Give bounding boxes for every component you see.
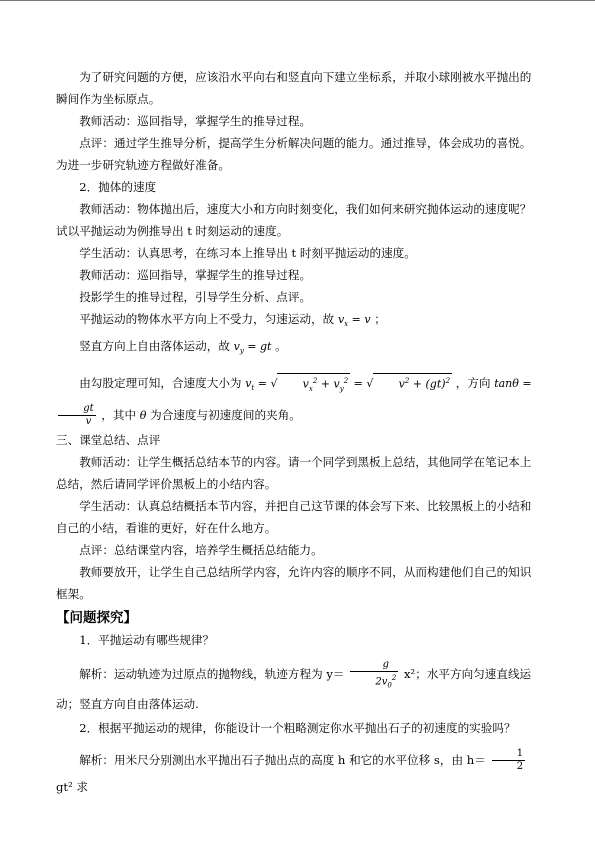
text: ，其中 bbox=[101, 407, 137, 422]
paragraph: 学生活动：认真思考，在练习本上推导出 t 时刻平抛运动的速度。 bbox=[79, 246, 416, 260]
problem-heading: 【问题探究】 bbox=[56, 609, 137, 626]
paragraph: 投影学生的推导过程，引导学生分析、点评。 bbox=[79, 290, 312, 304]
text: ； bbox=[374, 312, 386, 326]
paragraph: 教师活动：巡回指导，掌握学生的推导过程。 bbox=[79, 114, 312, 128]
text: 为合速度与初速度间的夹角。 bbox=[150, 407, 301, 422]
paragraph: 教师活动：物体抛出后，速度大小和方向时刻变化，我们如何来研究抛体运动的速度呢？试以平抛运动为例推导出 t 时刻运动的速度。 bbox=[56, 202, 532, 238]
paragraph bbox=[56, 335, 542, 362]
text: 由勾股定理可知，合速度大小为 bbox=[79, 376, 242, 391]
paragraph: 点评：总结课堂内容，培养学生概括总结能力。 bbox=[79, 542, 323, 557]
paragraph: 学生活动：认真总结概括本节内容，并把自己这节课的体会写下来、比较黑板上的小结和自己的小结，看谁的更好，好在什么地方。 bbox=[56, 498, 532, 535]
text: gt² 求 bbox=[56, 779, 89, 794]
paragraph: 点评：通过学生推导分析，提高学生分析解决问题的能力。通过推导，体会成功的喜悦。为进一步研究轨迹方程做好准备。 bbox=[56, 136, 532, 172]
paragraph bbox=[56, 370, 542, 428]
text: ，方向 bbox=[455, 376, 491, 391]
formula-half: $\frac{1}{2}$ bbox=[490, 754, 528, 767]
paragraph: 教师活动：让学生概括总结本节的内容。请一个同学到黑板上总结，其他同学在笔记本上总结，然后请同学评价黑板上的小结内容。 bbox=[56, 454, 532, 491]
formula-vt: $v_t$ = √ $v_x^2 + v_y^2$ = √ $v^2 + (gt)^2$ bbox=[245, 377, 452, 390]
formula-trajectory: $\frac{g}{2v_0^2}$ bbox=[348, 668, 400, 681]
section-subtitle: 2．抛体的速度 bbox=[79, 180, 157, 194]
question: 2．根据平抛运动的规律，你能设计一个粗略测定你水平抛出石子的初速度的实验吗？ bbox=[79, 720, 516, 735]
question: 1．平抛运动有哪些规律？ bbox=[79, 632, 215, 647]
text: 竖直方向上自由落体运动，故 bbox=[79, 339, 230, 354]
text: 解析：运动轨迹为过原点的抛物线，轨迹方程为 y＝ bbox=[79, 666, 345, 681]
text: 平抛运动的物体水平方向上不受力，匀速运动，故 bbox=[79, 312, 335, 326]
text: 。 bbox=[275, 339, 287, 354]
paragraph: 教师要放开，让学生自己总结所学内容，允许内容的顺序不同，从而构建他们自己的知识框架。 bbox=[56, 564, 532, 601]
text: x²；水平方向匀速直线运动；竖直方向自由落体运动. bbox=[56, 666, 532, 711]
paragraph: 教师活动：巡回指导，掌握学生的推导过程。 bbox=[79, 268, 312, 282]
answer bbox=[56, 747, 542, 800]
section-heading: 三、课堂总结、点评 bbox=[56, 432, 161, 447]
formula-vy: $v_y$ = gt bbox=[233, 340, 272, 356]
paragraph: 为了研究问题的方便，应该沿水平向右和竖直向下建立坐标系，并取小球刚被水平抛出的瞬间作为坐标原点。 bbox=[56, 70, 532, 106]
text: 解析：用米尺分别测出水平抛出石子抛出点的高度 h 和它的水平位移 s，由 h＝ bbox=[79, 752, 486, 767]
formula-vx: $v_x = v$ bbox=[337, 313, 371, 329]
top-rule bbox=[0, 0, 595, 1]
answer bbox=[56, 659, 542, 717]
formula-tan: tanθ = $\frac{gt}{v}$ bbox=[56, 377, 532, 421]
theta-symbol: θ bbox=[139, 408, 147, 422]
paragraph bbox=[56, 308, 542, 335]
document-body bbox=[56, 66, 542, 800]
